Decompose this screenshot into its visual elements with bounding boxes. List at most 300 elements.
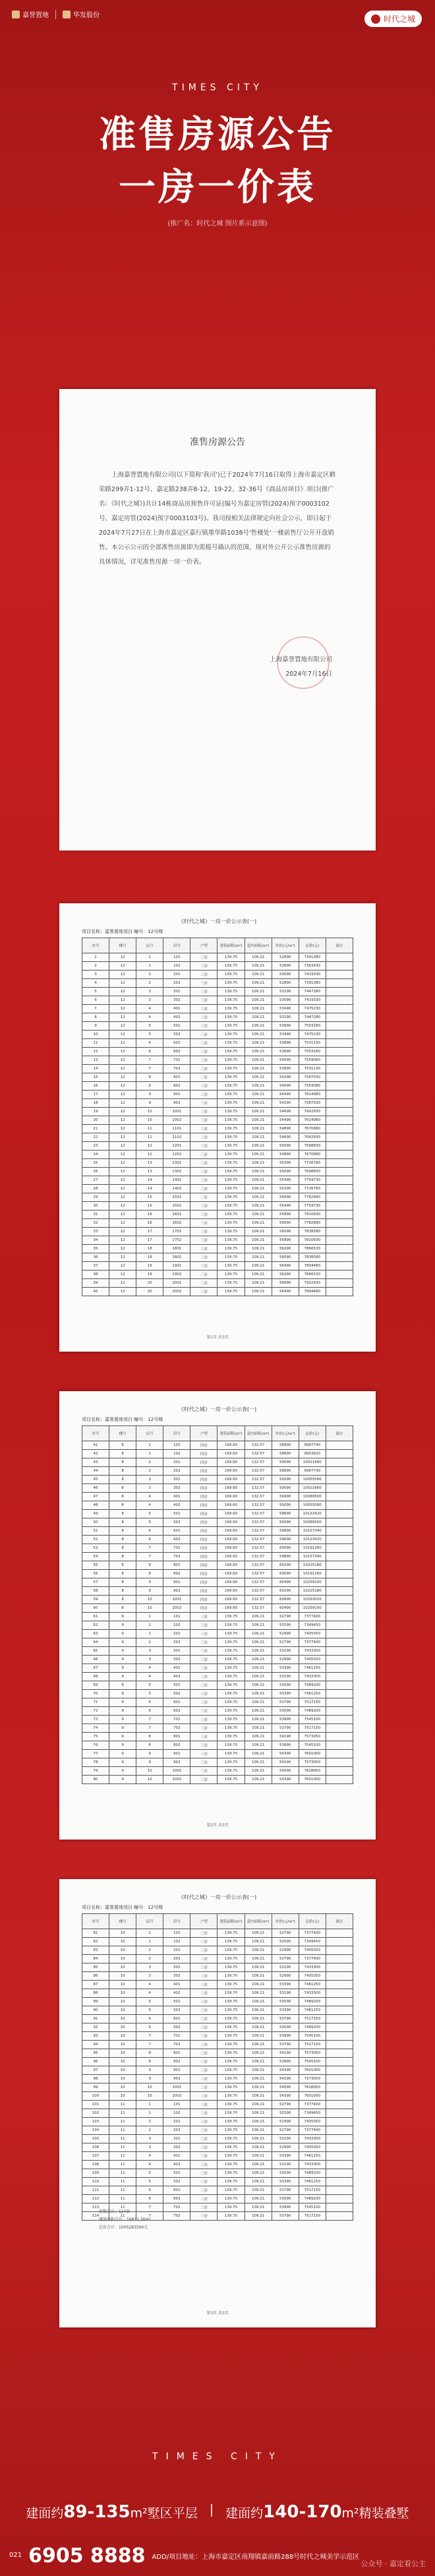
table-cell: 139.75: [218, 979, 245, 988]
table-cell: 12: [109, 1142, 136, 1151]
table-cell: 5: [136, 2169, 163, 2178]
table-cell: 59090: [272, 1458, 299, 1467]
table-cell: 三房: [190, 1767, 218, 1776]
table-row: [82, 1236, 353, 1245]
table-cell: 107: [82, 2152, 109, 2161]
table-cell: 53790: [272, 1698, 299, 1707]
page-subtitle: 一房一价表: [119, 166, 316, 209]
table-cell: 53190: [272, 1647, 299, 1656]
table-row: [82, 2006, 353, 2015]
table-cell: 9: [109, 1656, 136, 1664]
phone-number[interactable]: 6905 8888: [28, 2544, 146, 2567]
table-cell: 4: [136, 2161, 163, 2169]
table-cell: 139.75: [218, 1185, 245, 1193]
table-cell: 四房: [190, 1476, 218, 1484]
table-cell: 8: [109, 1536, 136, 1544]
table-cell: [326, 1484, 353, 1493]
table-row: [82, 1073, 353, 1082]
table-cell: 139.75: [218, 1176, 245, 1185]
table-row: [82, 1630, 353, 1638]
table-cell: 53490: [272, 1031, 299, 1039]
table-header-cell: 单价(元/m²): [272, 1914, 299, 1929]
table-cell: 1: [136, 962, 163, 971]
table-cell: 三房: [190, 1776, 218, 1784]
table-cell: 10: [109, 1963, 136, 1972]
table-cell: 52790: [272, 2126, 299, 2135]
table-cell: 7545100: [299, 2203, 326, 2212]
table-cell: 2: [136, 1955, 163, 1963]
table-cell: [326, 2109, 353, 2118]
table-cell: 9: [109, 1716, 136, 1724]
table-cell: 53390: [272, 2152, 299, 2161]
table-cell: 三房: [190, 1133, 218, 1142]
table-cell: 5: [136, 2178, 163, 2186]
table-cell: 8: [109, 1458, 136, 1467]
table-cell: [326, 1116, 353, 1125]
table-cell: 57: [82, 1578, 109, 1587]
table-cell: 53390: [272, 1664, 299, 1673]
table-cell: 139.75: [218, 2049, 245, 2058]
table-cell: 139.75: [218, 1005, 245, 1013]
table-row: [82, 1151, 353, 1159]
table-cell: 109.21: [245, 2109, 272, 2118]
table-cell: 7601000: [299, 2066, 326, 2075]
table-row: [82, 1048, 353, 1056]
table-cell: 12: [109, 971, 136, 979]
table-cell: 132.57: [245, 1553, 272, 1561]
table-cell: 201: [163, 1630, 190, 1638]
table-cell: 9: [109, 1613, 136, 1621]
table-cell: [326, 1724, 353, 1733]
table-cell: 55090: [272, 1142, 299, 1151]
table-cell: 10: [109, 2092, 136, 2101]
table-cell: 60490: [272, 1578, 299, 1587]
table-cell: 109.21: [245, 2203, 272, 2212]
table-cell: 102: [163, 2109, 190, 2118]
table-cell: 109.21: [245, 953, 272, 962]
table-cell: 702: [163, 2212, 190, 2221]
table-row: [82, 1981, 353, 1989]
table-cell: 1102: [163, 1133, 190, 1142]
table-cell: 302: [163, 1656, 190, 1664]
table-cell: 11: [109, 2152, 136, 2161]
table-header-cell: 备注: [326, 938, 353, 953]
table-cell: 802: [163, 2058, 190, 2066]
table-cell: 702: [163, 1553, 190, 1561]
table-header-row: [82, 1426, 353, 1441]
table-cell: 四房: [190, 1544, 218, 1553]
table-cell: 101: [163, 2101, 190, 2109]
table-cell: 1: [136, 1441, 163, 1450]
price-table-page-2: [59, 1391, 376, 1840]
table-cell: 46: [82, 1484, 109, 1493]
table-cell: [326, 1587, 353, 1596]
table-cell: 502: [163, 1518, 190, 1527]
table-cell: [326, 1501, 353, 1510]
table-cell: 87: [82, 1981, 109, 1989]
table-cell: 52890: [272, 953, 299, 962]
table-cell: 169.60: [218, 1518, 245, 1527]
table-cell: 16: [136, 1211, 163, 1219]
table-cell: 109.21: [245, 2075, 272, 2083]
table-cell: 139.75: [218, 2041, 245, 2049]
table-row: [82, 1467, 353, 1476]
table-cell: [326, 1193, 353, 1202]
table-cell: 58890: [272, 1467, 299, 1476]
table-row: [82, 1989, 353, 1998]
table-cell: 109.21: [245, 1981, 272, 1989]
table-cell: 139.75: [218, 1613, 245, 1621]
table-cell: 三房: [190, 2092, 218, 2101]
table-cell: 9: [109, 1621, 136, 1630]
table-cell: [326, 1056, 353, 1065]
table-cell: 7782680: [299, 1193, 326, 1202]
table-cell: 9: [109, 1698, 136, 1707]
table-cell: 三房: [190, 1630, 218, 1638]
table-cell: 7: [136, 1544, 163, 1553]
table-cell: 11: [109, 2161, 136, 2169]
table-cell: 1: [136, 953, 163, 962]
table-header-cell: 楼号: [109, 938, 136, 953]
table-cell: 7433300: [299, 1673, 326, 1681]
table-note-2: 建筑面积合计：16831.26m²: [99, 2217, 151, 2222]
table-cell: 45: [82, 1476, 109, 1484]
table-cell: 三房: [190, 2126, 218, 2135]
table-cell: 10: [109, 2023, 136, 2032]
table-note-3: 总价合计：1005283590元: [99, 2225, 148, 2230]
table-cell: 109.21: [245, 2212, 272, 2221]
price-table-page-1: [59, 903, 376, 1352]
table-cell: 6: [136, 1707, 163, 1716]
table-cell: 139.75: [218, 1989, 245, 1998]
highlight-2-num: 140-170: [263, 2502, 342, 2522]
table-header-cell: 单价(元/m²): [272, 1426, 299, 1441]
table-cell: 109.21: [245, 2066, 272, 2075]
table-cell: 98: [82, 2075, 109, 2083]
table-cell: 1901: [163, 1262, 190, 1271]
table-cell: 12: [109, 988, 136, 996]
table-cell: 73: [82, 1716, 109, 1724]
table-cell: 4: [136, 1005, 163, 1013]
table-cell: [326, 1561, 353, 1570]
table-cell: 三房: [190, 1613, 218, 1621]
table-cell: 9: [136, 2066, 163, 2075]
table-cell: [326, 1450, 353, 1458]
table-cell: 139.75: [218, 1219, 245, 1228]
table-cell: 7601000: [299, 2092, 326, 2101]
contact-bar: [0, 2535, 435, 2576]
table-cell: 86: [82, 1972, 109, 1981]
table-cell: 402: [163, 1501, 190, 1510]
table-cell: [326, 1613, 353, 1621]
table-cell: [326, 1168, 353, 1176]
table-cell: 11: [109, 2143, 136, 2152]
table-cell: 101: [163, 953, 190, 962]
table-cell: 16: [82, 1082, 109, 1091]
table-cell: 58890: [272, 1441, 299, 1450]
table-cell: [326, 1946, 353, 1955]
table-cell: 5: [136, 1518, 163, 1527]
table-cell: 8: [109, 1596, 136, 1604]
table-row: [82, 1185, 353, 1193]
table-cell: 92: [82, 2023, 109, 2032]
table-cell: 三房: [190, 1279, 218, 1288]
table-cell: 139.75: [218, 1159, 245, 1168]
table-cell: 36: [82, 1253, 109, 1262]
table-cell: 7489200: [299, 1998, 326, 2006]
table-cell: 3: [136, 1484, 163, 1493]
table-cell: 12: [109, 953, 136, 962]
table-row: [82, 1647, 353, 1656]
table-header-cell: 户型: [190, 938, 218, 953]
table-cell: 12: [136, 1151, 163, 1159]
table-cell: 10: [136, 1108, 163, 1116]
table-cell: 三房: [190, 1056, 218, 1065]
table-row: [82, 2169, 353, 2178]
table-cell: 7517150: [299, 2186, 326, 2195]
table-cell: 54390: [272, 1776, 299, 1784]
highlight-2: [225, 2502, 409, 2522]
table-cell: [326, 1998, 353, 2006]
table-cell: 三房: [190, 2161, 218, 2169]
table-cell: 三房: [190, 1707, 218, 1716]
table-cell: 55690: [272, 1193, 299, 1202]
table-cell: 53190: [272, 1673, 299, 1681]
table-cell: 12: [109, 1151, 136, 1159]
table-cell: 109.21: [245, 1733, 272, 1741]
huafa-logo-icon: [63, 11, 71, 18]
table-cell: 12: [109, 1168, 136, 1176]
table-cell: 1002: [163, 1604, 190, 1613]
table-cell: 132.57: [245, 1450, 272, 1458]
table-cell: 109.21: [245, 1176, 272, 1185]
table-cell: 12: [109, 1022, 136, 1031]
table-cell: 100: [82, 2092, 109, 2101]
table-cell: 7894480: [299, 1262, 326, 1271]
table-cell: 40: [82, 1288, 109, 1296]
table-cell: 四房: [190, 1536, 218, 1544]
price-table: [82, 1425, 353, 1784]
table-cell: 9: [136, 1750, 163, 1758]
table-cell: 169.60: [218, 1536, 245, 1544]
table-cell: 1202: [163, 1151, 190, 1159]
table-cell: 9: [109, 1690, 136, 1698]
table-cell: 18: [136, 1253, 163, 1262]
table-cell: 7503180: [299, 1048, 326, 1056]
table-cell: 2: [136, 979, 163, 988]
table-cell: 三房: [190, 1082, 218, 1091]
table-cell: 109.21: [245, 1647, 272, 1656]
table-cell: 三房: [190, 1142, 218, 1151]
table-cell: 1301: [163, 1159, 190, 1168]
table-cell: 601: [163, 1039, 190, 1048]
table-cell: 77: [82, 1750, 109, 1758]
table-cell: 10: [109, 2058, 136, 2066]
table-cell: 78: [82, 1758, 109, 1767]
table-cell: 109.21: [245, 1116, 272, 1125]
table-cell: 109.21: [245, 2161, 272, 2169]
table-row: [82, 1202, 353, 1211]
table-cell: 7377400: [299, 1955, 326, 1963]
table-cell: [326, 2143, 353, 2152]
table-cell: 68: [82, 1673, 109, 1681]
table-cell: 52690: [272, 962, 299, 971]
table-cell: 8: [109, 1493, 136, 1501]
table-cell: 139.75: [218, 1236, 245, 1245]
table-cell: 109.21: [245, 1681, 272, 1690]
table-cell: 201: [163, 2118, 190, 2126]
brand-huafa: [63, 9, 100, 19]
table-cell: 64: [82, 1638, 109, 1647]
table-cell: 9: [136, 1578, 163, 1587]
table-cell: 52990: [272, 2118, 299, 2126]
table-cell: 10: [109, 2032, 136, 2041]
table-cell: 7754730: [299, 1202, 326, 1211]
table-cell: [326, 2178, 353, 2186]
table-cell: 139.75: [218, 1955, 245, 1963]
table-cell: 7517150: [299, 2212, 326, 2221]
table-cell: 3: [136, 988, 163, 996]
table-cell: 53890: [272, 1065, 299, 1073]
table-cell: 23: [82, 1142, 109, 1151]
table-cell: 三房: [190, 1065, 218, 1073]
table-cell: 69: [82, 1681, 109, 1690]
table-cell: 三房: [190, 1989, 218, 1998]
table-header-cell: 建筑面积(m²): [218, 938, 245, 953]
table-cell: 52990: [272, 1972, 299, 1981]
table-cell: 3: [136, 1476, 163, 1484]
table-header-cell: 户型: [190, 1426, 218, 1441]
table-cell: 三房: [190, 1673, 218, 1681]
table-cell: 132.57: [245, 1518, 272, 1527]
table-cell: 50: [82, 1518, 109, 1527]
table-cell: 1: [136, 1613, 163, 1621]
table-cell: 10: [82, 1031, 109, 1039]
table-cell: 55490: [272, 1202, 299, 1211]
table-cell: 401: [163, 2152, 190, 2161]
table-header-cell: 层号: [136, 1914, 163, 1929]
table-cell: [326, 1929, 353, 1938]
table-cell: [326, 2186, 353, 2195]
table-cell: 1001: [163, 1596, 190, 1604]
table-cell: 1502: [163, 1202, 190, 1211]
table-cell: 53990: [272, 2058, 299, 2066]
table-cell: 12: [109, 1193, 136, 1202]
table-cell: 11: [109, 2101, 136, 2109]
table-cell: [326, 2075, 353, 2083]
table-cell: 104: [82, 2126, 109, 2135]
table-cell: [326, 2023, 353, 2032]
table-cell: 41: [82, 1441, 109, 1450]
wechat-watermark: 公众号 · 嘉定看公主: [361, 2560, 426, 2568]
table-cell: 12: [109, 1279, 136, 1288]
table-row: [82, 1013, 353, 1022]
table-cell: 109.21: [245, 1716, 272, 1724]
table-cell: 三房: [190, 2152, 218, 2161]
table-cell: 10: [136, 2083, 163, 2092]
table-cell: 109.21: [245, 1108, 272, 1116]
table-cell: 33: [82, 1228, 109, 1236]
table-cell: 169.60: [218, 1570, 245, 1578]
table-cell: 61: [82, 1613, 109, 1621]
table-cell: [326, 1955, 353, 1963]
table-row: [82, 1656, 353, 1664]
table-cell: 602: [163, 1707, 190, 1716]
table-cell: 20: [136, 1279, 163, 1288]
table-cell: [326, 1176, 353, 1185]
table-row: [82, 1681, 353, 1690]
table-cell: 7405350: [299, 2143, 326, 2152]
highlight-divider: |: [209, 2502, 214, 2517]
table-row: [82, 1065, 353, 1073]
table-row: [82, 2058, 353, 2066]
table-cell: 169.60: [218, 1450, 245, 1458]
table-cell: [326, 1013, 353, 1022]
table-cell: 63: [82, 1630, 109, 1638]
table-cell: 109: [82, 2169, 109, 2178]
table-cell: 15: [136, 1202, 163, 1211]
table-cell: 7642930: [299, 1108, 326, 1116]
table-row: [82, 2161, 353, 2169]
table-cell: 5: [136, 1510, 163, 1518]
table-cell: 7405350: [299, 1972, 326, 1981]
en-footer-title: TIMES CITY: [152, 2451, 283, 2462]
table-cell: [326, 1638, 353, 1647]
table-cell: 14: [136, 1176, 163, 1185]
table-cell: 60290: [272, 1561, 299, 1570]
table-cell: 402: [163, 2161, 190, 2169]
table-cell: 12: [109, 1211, 136, 1219]
table-cell: [326, 1716, 353, 1724]
table-cell: 5: [136, 1031, 163, 1039]
table-cell: 801: [163, 1073, 190, 1082]
table-cell: 三房: [190, 2195, 218, 2203]
table-cell: 1002: [163, 1776, 190, 1784]
table-cell: 6: [136, 1536, 163, 1544]
table-cell: 109.21: [245, 2186, 272, 2195]
table-cell: 1: [82, 953, 109, 962]
table-cell: 52590: [272, 1621, 299, 1630]
table-cell: 10: [109, 2006, 136, 2015]
table-cell: [326, 1048, 353, 1056]
table-cell: 7461250: [299, 1981, 326, 1989]
table-cell: 12: [109, 1262, 136, 1271]
table-cell: 53590: [272, 1707, 299, 1716]
table-cell: 四房: [190, 1518, 218, 1527]
table-cell: 59490: [272, 1518, 299, 1527]
table-cell: 12: [109, 979, 136, 988]
table-cell: [326, 1133, 353, 1142]
table-cell: 7838580: [299, 1253, 326, 1262]
table-cell: 139.75: [218, 1048, 245, 1056]
table-cell: [326, 1673, 353, 1681]
table-row: [82, 1544, 353, 1553]
table-header-cell: 套内面积(m²): [245, 1426, 272, 1441]
table-cell: 109.21: [245, 988, 272, 996]
table-cell: [326, 1142, 353, 1151]
table-cell: 113: [82, 2203, 109, 2212]
table-cell: 302: [163, 996, 190, 1005]
table-cell: [326, 1288, 353, 1296]
table-cell: 109.21: [245, 996, 272, 1005]
table-cell: 7461250: [299, 1690, 326, 1698]
table-cell: 12: [109, 1253, 136, 1262]
table-cell: 112: [82, 2195, 109, 2203]
table-cell: 139.75: [218, 1013, 245, 1022]
table-cell: 9: [109, 1647, 136, 1656]
table-cell: 109.21: [245, 1091, 272, 1099]
table-cell: 10: [109, 2015, 136, 2023]
